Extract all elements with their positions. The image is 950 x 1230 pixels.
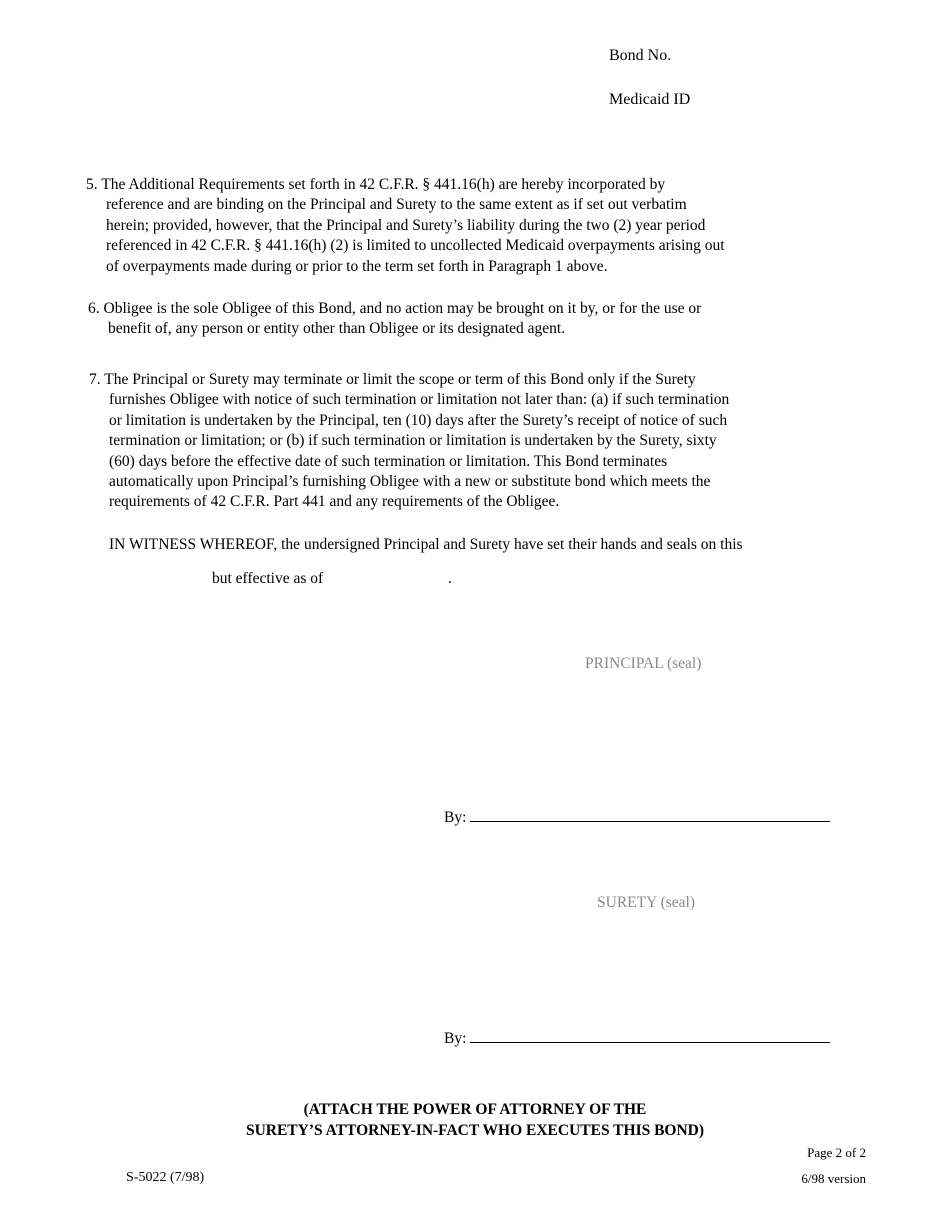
by-label: By: — [444, 809, 467, 826]
paragraph-line: termination or limitation; or (b) if such termination or limitation is undertaken by the Surety, sixty — [109, 432, 717, 450]
paragraph-line: 6. Obligee is the sole Obligee of this Bond, and no action may be brought on it by, or for the use or — [88, 300, 702, 317]
paragraph-7 — [89, 370, 849, 513]
surety-seal-label: SURETY (seal) — [597, 894, 696, 911]
principal-signature-line — [444, 807, 830, 827]
paragraph-line: automatically upon Principal’s furnishing Obligee with a new or substitute bond which meets the — [109, 473, 711, 491]
paragraph-line: of overpayments made during or prior to the term set forth in Paragraph 1 above. — [106, 257, 608, 275]
effective-date-period: . — [448, 570, 452, 587]
attach-notice-line-1: (ATTACH THE POWER OF ATTORNEY OF THE — [303, 1101, 647, 1118]
signature-line — [470, 807, 830, 822]
surety-signature-line — [444, 1028, 830, 1048]
paragraph-line: 7. The Principal or Surety may terminate or limit the scope or term of this Bond only if the Surety — [89, 371, 696, 388]
paragraph-line: 5. The Additional Requirements set forth in 42 C.F.R. § 441.16(h) are hereby incorporated by — [86, 176, 666, 193]
paragraph-line: benefit of, any person or entity other than Obligee or its designated agent. — [108, 320, 566, 338]
effective-date-label: but effective as of — [212, 570, 324, 587]
paragraph-5 — [86, 175, 846, 277]
paragraph-line: requirements of 42 C.F.R. Part 441 and any requirements of the Obligee. — [109, 493, 560, 511]
witness-statement: IN WITNESS WHEREOF, the undersigned Principal and Surety have set their hands and seals on this — [109, 536, 743, 553]
signature-line — [470, 1028, 830, 1043]
paragraph-line: reference and are binding on the Principal and Surety to the same extent as if set out verbatim — [106, 196, 687, 214]
paragraph-line: herein; provided, however, that the Principal and Surety’s liability during the two (2) year period — [106, 216, 706, 234]
page-number: Page 2 of 2 — [807, 1145, 866, 1160]
bond-number-label: Bond No. — [609, 47, 672, 64]
by-label: By: — [444, 1030, 467, 1047]
principal-seal-label: PRINCIPAL (seal) — [585, 655, 702, 672]
attach-notice-line-2: SURETY’S ATTORNEY-IN-FACT WHO EXECUTES THIS BOND) — [245, 1122, 705, 1139]
medicaid-id-label: Medicaid ID — [609, 91, 691, 108]
form-number: S-5022 (7/98) — [126, 1170, 205, 1185]
paragraph-line: furnishes Obligee with notice of such termination or limitation not later than: (a) if such termination — [109, 391, 730, 409]
paragraph-6 — [88, 299, 848, 340]
paragraph-line: (60) days before the effective date of such termination or limitation. This Bond terminates — [109, 452, 668, 470]
paragraph-line: or limitation is undertaken by the Principal, ten (10) days after the Surety’s receipt of notice of such — [109, 411, 728, 429]
version-label: 6/98 version — [801, 1171, 866, 1186]
paragraph-line: referenced in 42 C.F.R. § 441.16(h) (2) is limited to uncollected Medicaid overpayments arising out — [106, 237, 725, 255]
